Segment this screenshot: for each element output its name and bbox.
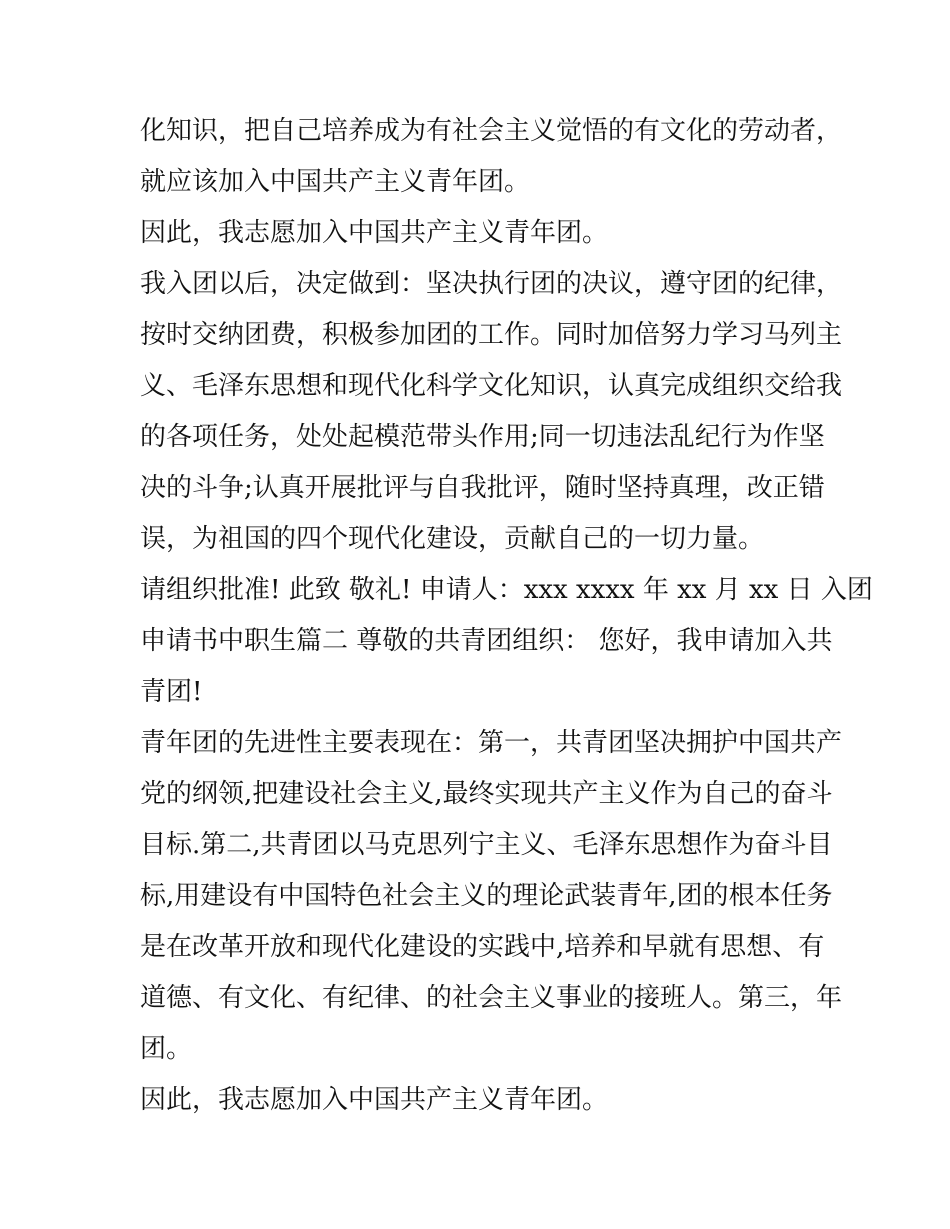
text-line: 青团!: [140, 677, 203, 707]
text-line: 的各项任务，处处起模范带头作用;同一切违法乱纪行为作坚: [140, 422, 825, 452]
document-body: [140, 106, 873, 1126]
text-line: 按时交纳团费，积极参加团的工作。同时加倍努力学习马列主: [140, 320, 843, 350]
text-line: 就应该加入中国共产主义青年团。: [140, 167, 531, 197]
text-line: 因此，我志愿加入中国共产主义青年团。: [140, 1085, 609, 1115]
text-line: 青年团的先进性主要表现在：第一，共青团坚决拥护中国共产: [140, 728, 843, 758]
text-line: 申请书中职生篇二 尊敬的共青团组织： 您好，我申请加入共: [140, 626, 833, 656]
text-line: 因此，我志愿加入中国共产主义青年团。: [140, 218, 609, 248]
text-line: 决的斗争;认真开展批评与自我批评，随时坚持真理，改正错: [140, 473, 825, 503]
text-line: 党的纲领,把建设社会主义,最终实现共产主义作为自己的奋斗: [140, 779, 833, 809]
text-line: 误，为祖国的四个现代化建设，贡献自己的一切力量。: [140, 524, 765, 554]
text-line: 请组织批准! 此致 敬礼! 申请人：xxx xxxx 年 xx 月 xx 日 入团: [140, 575, 873, 605]
text-line: 义、毛泽东思想和现代化科学文化知识，认真完成组织交给我: [140, 371, 843, 401]
text-line: 是在改革开放和现代化建设的实践中,培养和早就有思想、有: [140, 932, 825, 962]
text-line: 目标.第二,共青团以马克思列宁主义、毛泽东思想作为奋斗目: [140, 830, 833, 860]
text-line: 我入团以后，决定做到：坚决执行团的决议，遵守团的纪律，: [140, 269, 843, 299]
text-line: 化知识，把自己培养成为有社会主义觉悟的有文化的劳动者，: [140, 116, 843, 146]
text-line: 标,用建设有中国特色社会主义的理论武装青年,团的根本任务: [140, 881, 833, 911]
text-line: 团。: [140, 1034, 193, 1064]
text-line: 道德、有文化、有纪律、的社会主义事业的接班人。第三，年: [140, 983, 843, 1013]
